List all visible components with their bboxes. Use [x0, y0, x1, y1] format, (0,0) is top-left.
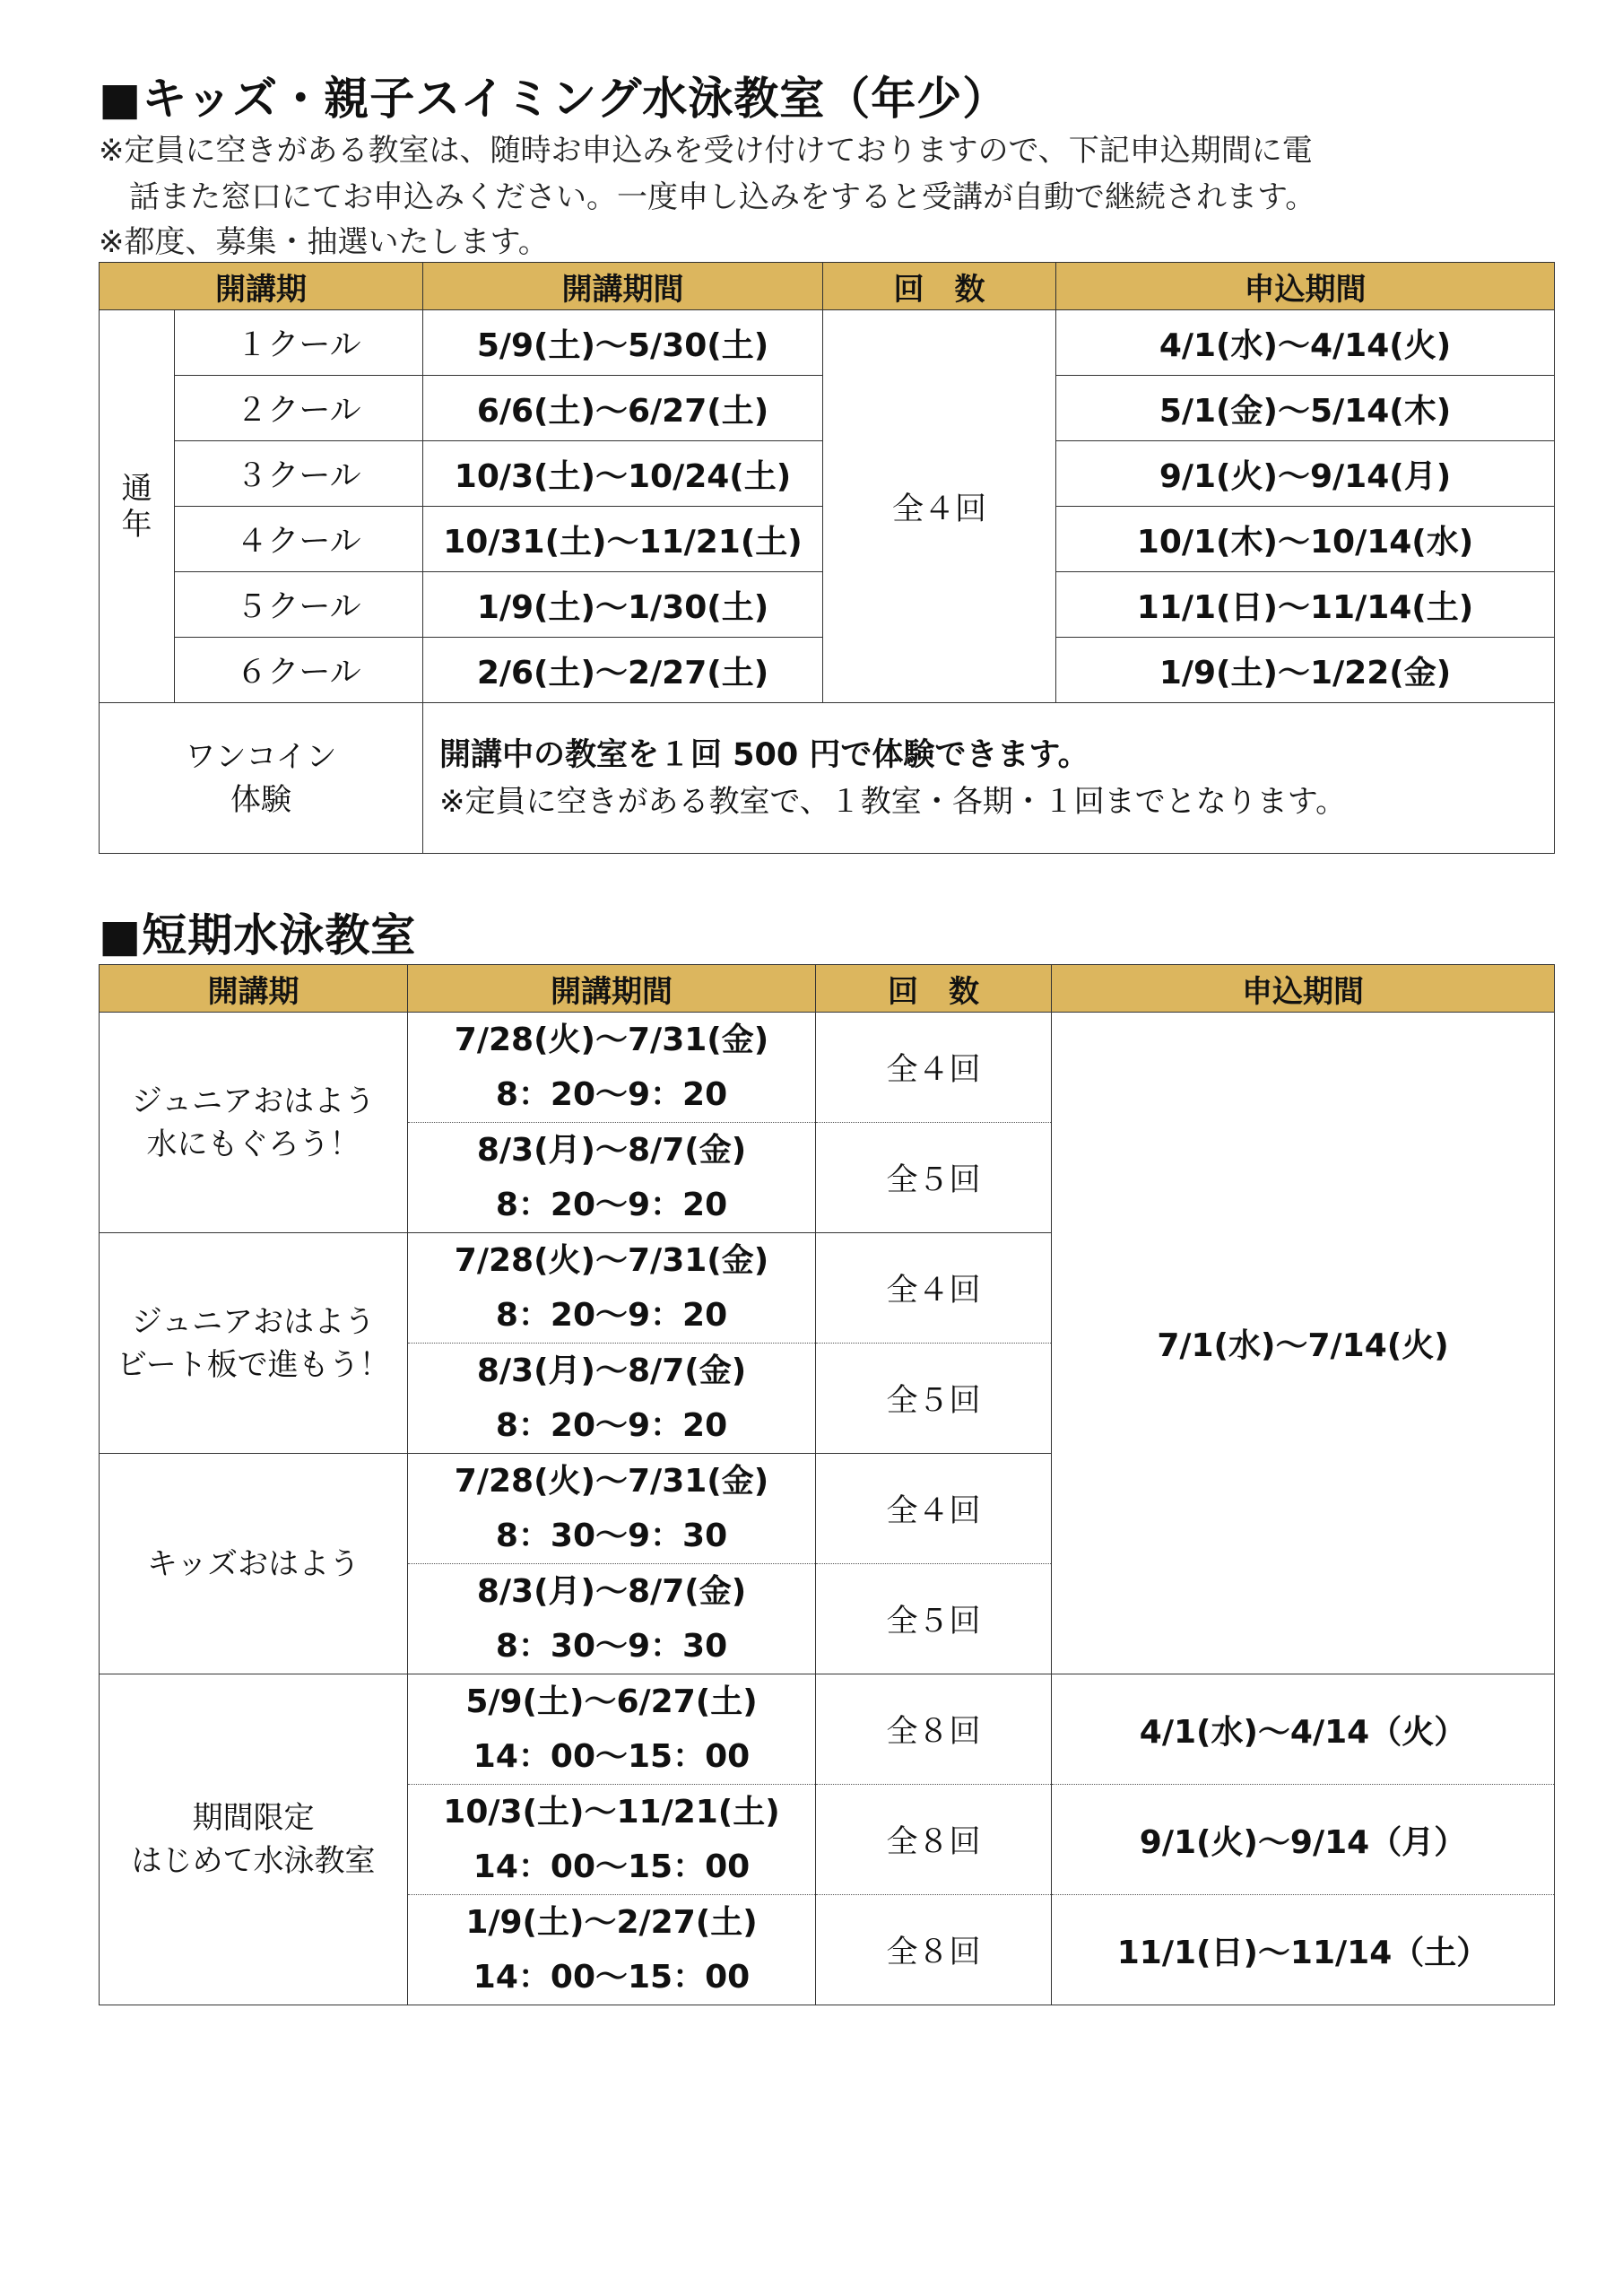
- s2-session-apply: 11/1(日)～11/14（土）: [1052, 1895, 1555, 2005]
- s2-session-time: 8：20～9：20: [495, 1407, 728, 1444]
- s1-apply: 5/1(金)～5/14(木): [1056, 376, 1555, 441]
- s1-period: 6/6(土)～6/27(土): [423, 376, 823, 441]
- s2-session-count: 全４回: [816, 1454, 1052, 1564]
- section1-note-3: ※都度、募集・抽選いたします。: [99, 224, 549, 260]
- s2-session-dates: 1/9(土)～2/27(土): [465, 1904, 758, 1941]
- s2-session-period: [408, 1233, 816, 1344]
- s1-cours: ６クール: [175, 638, 423, 703]
- s2-session-count: 全５回: [816, 1344, 1052, 1454]
- s2-session-period: [408, 1785, 816, 1895]
- s2-session-count: 全４回: [816, 1233, 1052, 1344]
- s1-period: 5/9(土)～5/30(土): [423, 310, 823, 376]
- s2-group-label-line: ジュニアおはよう: [131, 1303, 376, 1340]
- section1-note-2: 話また窓口にてお申込みください。一度申し込みをすると受講が自動で継続されます。: [99, 179, 1316, 215]
- s2-session-period: [408, 1564, 816, 1674]
- s2-session-count: 全５回: [816, 1123, 1052, 1233]
- s2-session-period: [408, 1344, 816, 1454]
- s2-session-apply: 9/1(火)～9/14（月）: [1052, 1785, 1555, 1895]
- s2-group-label: [100, 1013, 408, 1233]
- s1-apply: 10/1(木)～10/14(水): [1056, 507, 1555, 572]
- s2-session-dates: 7/28(火)～7/31(金): [454, 1242, 769, 1279]
- s1-header-apply: 申込期間: [1056, 263, 1555, 310]
- s1-cours: ５クール: [175, 572, 423, 638]
- s2-session-dates: 8/3(月)～8/7(金): [476, 1573, 747, 1610]
- s1-trial-label-line: ワンコイン: [185, 738, 337, 775]
- s2-session-dates: 7/28(火)～7/31(金): [454, 1022, 769, 1058]
- s2-session-dates: 10/3(土)～11/21(土): [443, 1794, 780, 1831]
- s1-group-label-char: 年: [121, 506, 152, 543]
- section1-table: [99, 262, 1555, 854]
- s1-trial-bold: 開講中の教室を１回 500 円で体験できます。: [439, 736, 1089, 773]
- s1-apply: 11/1(日)～11/14(土): [1056, 572, 1555, 638]
- s2-session-time: 14：00～15：00: [473, 1738, 751, 1775]
- s2-session-period: [408, 1895, 816, 2005]
- s2-session-time: 8：20～9：20: [495, 1297, 728, 1334]
- s1-cours: ２クール: [175, 376, 423, 441]
- s2-group-label-line: ジュニアおはよう: [131, 1083, 376, 1119]
- s1-period: 10/3(土)～10/24(土): [423, 441, 823, 507]
- s2-session-time: 14：00～15：00: [473, 1848, 751, 1885]
- s1-period: 10/31(土)～11/21(土): [423, 507, 823, 572]
- section1-note-1: ※定員に空きがある教室は、随時お申込みを受け付けておりますので、下記申込期間に電: [99, 133, 1313, 169]
- s1-header-term: 開講期: [100, 263, 423, 310]
- s2-session-apply: 4/1(水)～4/14（火）: [1052, 1674, 1555, 1785]
- s2-session-period: [408, 1674, 816, 1785]
- s2-group-label-line: 期間限定: [192, 1800, 315, 1836]
- s2-session-time: 8：30～9：30: [495, 1628, 728, 1665]
- s2-header-count: 回 数: [816, 965, 1052, 1013]
- s1-apply: 1/9(土)～1/22(金): [1056, 638, 1555, 703]
- s2-session-count: 全８回: [816, 1785, 1052, 1895]
- s1-trial-label: [100, 703, 423, 854]
- s1-apply: 9/1(火)～9/14(月): [1056, 441, 1555, 507]
- s2-session-count: 全５回: [816, 1564, 1052, 1674]
- s2-group-label-line: キッズおはよう: [146, 1545, 360, 1582]
- section1-title: ■キッズ・親子スイミング水泳教室（年少）: [99, 73, 1009, 125]
- s1-cours: ４クール: [175, 507, 423, 572]
- s2-header-period: 開講期間: [408, 965, 816, 1013]
- section2-table: [99, 964, 1555, 2005]
- s2-group-label-line: はじめて水泳教室: [131, 1843, 376, 1879]
- s2-session-count: 全８回: [816, 1895, 1052, 2005]
- s2-session-time: 8：20～9：20: [495, 1076, 728, 1113]
- s2-session-count: 全４回: [816, 1013, 1052, 1123]
- s2-group-label: [100, 1454, 408, 1674]
- s2-session-count: 全８回: [816, 1674, 1052, 1785]
- s2-group-label-line: ビート板で進もう！: [117, 1346, 390, 1383]
- s2-session-dates: 8/3(月)～8/7(金): [476, 1352, 747, 1389]
- s1-period: 2/6(土)～2/27(土): [423, 638, 823, 703]
- s1-group-label-char: 通: [121, 470, 152, 507]
- s2-session-period: [408, 1013, 816, 1123]
- s1-trial-note: ※定員に空きがある教室で、１教室・各期・１回までとなります。: [439, 783, 1347, 820]
- s2-session-period: [408, 1123, 816, 1233]
- s1-trial-label-line: 体験: [230, 781, 291, 818]
- s2-session-period: [408, 1454, 816, 1564]
- s2-session-time: 14：00～15：00: [473, 1959, 751, 1996]
- s2-group-label: [100, 1674, 408, 2005]
- s1-trial-text: [423, 703, 1555, 854]
- s2-session-dates: 5/9(土)～6/27(土): [465, 1683, 758, 1720]
- s1-count: 全４回: [823, 310, 1056, 703]
- s1-header-period: 開講期間: [423, 263, 823, 310]
- s1-period: 1/9(土)～1/30(土): [423, 572, 823, 638]
- s1-group-label: [100, 310, 175, 703]
- section2-title: ■短期水泳教室: [99, 909, 417, 961]
- s1-apply: 4/1(水)～4/14(火): [1056, 310, 1555, 376]
- s2-session-dates: 8/3(月)～8/7(金): [476, 1132, 747, 1169]
- s2-group-label-line: 水にもぐろう！: [146, 1126, 360, 1162]
- s2-session-time: 8：30～9：30: [495, 1518, 728, 1554]
- s2-session-dates: 7/28(火)～7/31(金): [454, 1463, 769, 1500]
- s2-session-time: 8：20～9：20: [495, 1187, 728, 1223]
- s2-header-apply: 申込期間: [1052, 965, 1555, 1013]
- s2-header-term: 開講期: [100, 965, 408, 1013]
- s2-summer-apply: 7/1(水)～7/14(火): [1052, 1013, 1555, 1674]
- s1-header-count: 回 数: [823, 263, 1056, 310]
- s1-cours: １クール: [175, 310, 423, 376]
- s2-group-label: [100, 1233, 408, 1454]
- s1-cours: ３クール: [175, 441, 423, 507]
